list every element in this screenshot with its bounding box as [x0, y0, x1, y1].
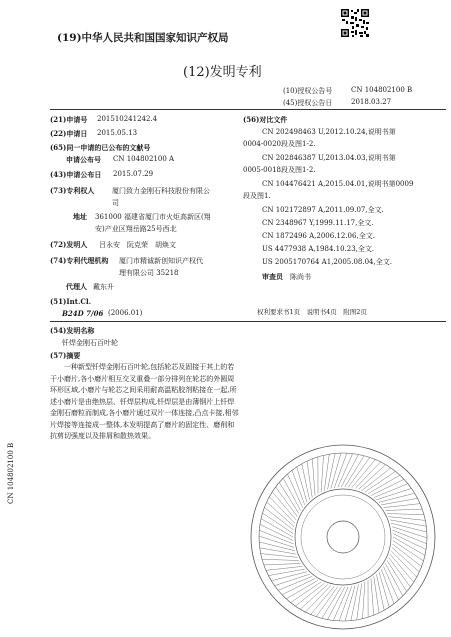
flap-line [264, 507, 293, 530]
abstract-text: 一种新型钎焊金刚石百叶轮,包括轮芯及固接于其上的若干小磨片,各小磨片相互交叉重叠一部分排列在轮芯的外圆周环形区域,小磨片与轮芯之间采用耐高温粘胶剂粘接在一起,所述小磨片是由绝热层、钎焊层构成,钎焊层是由薄钢片上钎焊金刚石磨粒而制成,各小磨片通过双片一体连接,凸点卡接,相邻片焊接等连接成一整体,本发明提高了磨片的固定性、磨削和抗剪切强度以及排屑和散热效果。 [50, 362, 239, 443]
abstract-figure [243, 437, 443, 637]
examiner-name: 陈尚书 [290, 272, 311, 282]
flap-line [348, 457, 370, 487]
agent-name: 戴东升 [93, 282, 114, 292]
inventors: 吕永安 阮克荣 胡焕文 [99, 240, 176, 250]
flap-line [333, 587, 348, 621]
reference-line: CN 102172897 A,2011.09.07,全文. [262, 205, 384, 215]
document-type: (12)发明专利 [183, 61, 262, 80]
flap-line [365, 471, 395, 492]
application-number-label: (21)申请号 [50, 115, 87, 125]
flap-line [262, 559, 299, 560]
invention-title-label: (54)发明名称 [50, 326, 94, 336]
flap-line [387, 514, 424, 515]
publication-date: 2015.07.29 [113, 170, 153, 178]
reference-line: US 2005170764 A1,2005.08.04,全文. [262, 257, 392, 267]
flap-line [305, 586, 331, 613]
reference-line: 段及图1. [243, 191, 271, 201]
agency-label: (74)专利代理机构 [50, 256, 108, 266]
flap-line [390, 554, 414, 582]
publication-date-label: (43)申请公布日 [50, 170, 101, 180]
agent-label: 代理人 [66, 282, 87, 292]
wheel-core [295, 489, 391, 585]
reference-line: 0004-0020段及图1-2. [243, 139, 316, 149]
flap-line [259, 536, 294, 547]
flap-line [286, 580, 318, 599]
flap-line [272, 492, 296, 520]
flap-line [389, 517, 426, 521]
flap-line [321, 455, 323, 492]
flap-line [381, 498, 417, 505]
flap-line [312, 459, 315, 496]
application-date: 2015.05.13 [97, 129, 137, 137]
flap-line [266, 566, 303, 570]
address-label: 地址 [73, 212, 87, 222]
grant-date-label: (45)授权公告日 [283, 98, 332, 108]
flap-line [376, 574, 384, 610]
application-number: 201510241242.4 [97, 115, 157, 123]
reference-line: CN 202498463 U,2012.10.24,说明书第 [262, 127, 396, 137]
flap-line [328, 587, 345, 620]
publication-number: CN 104802100 A [113, 155, 174, 163]
flap-line [283, 478, 300, 510]
flap-line [392, 547, 419, 572]
side-patent-code: CN 104802100 B [7, 443, 15, 504]
patentee-name-line1: 厦门致力金刚石科技股份有限公 [112, 186, 210, 196]
flap-line [295, 583, 324, 606]
address-line1: 361000 福建省厦门市火炬高新区(翔 [95, 212, 211, 222]
reference-line: US 4477938 A,1984.10.23,全文. [262, 244, 374, 254]
reference-line: CN 1872496 A,2006.12.06,全文. [262, 231, 375, 241]
flap-line [371, 578, 374, 615]
section-divider [50, 321, 446, 322]
flap-line [391, 551, 417, 577]
reference-line: CN 202846387 U,2013.04.03,说明书第 [262, 153, 396, 163]
address-line2: 安)产业区翔岳路25号西北 [95, 224, 177, 234]
flap-line [362, 468, 391, 491]
grant-number-label: (10)授权公告号 [283, 86, 332, 96]
flap-line [391, 523, 427, 532]
qr-code-icon [340, 8, 370, 38]
flap-line [355, 462, 381, 489]
intcl-value: B24D 7/06 [62, 309, 103, 318]
patentee-name-line2: 司 [112, 198, 119, 208]
flap-line [316, 587, 338, 617]
references-label: (56)对比文件 [243, 115, 287, 125]
flap-line [368, 475, 400, 494]
invention-title: 钎焊金刚石百叶轮 [62, 338, 118, 348]
flap-line [338, 454, 353, 488]
inventors-label: (72)发明人 [50, 240, 87, 250]
flap-line [260, 548, 296, 554]
intcl-version: (2006.01) [108, 309, 142, 317]
flap-line [269, 497, 295, 523]
flap-line [268, 569, 304, 576]
page-count-info: 权利要求书1页 说明书4页 附图2页 [257, 307, 367, 316]
flap-line [263, 513, 294, 534]
flap-line [389, 557, 411, 587]
flap-line [387, 560, 407, 591]
publication-number-label: 申请公布号 [66, 155, 101, 165]
flap-line [302, 464, 310, 500]
agency-line2: 理有限公司 35218 [119, 268, 179, 278]
flap-line [385, 563, 402, 595]
intcl-label: (51)Int.Cl. [50, 297, 91, 306]
flap-line [291, 582, 321, 603]
abstract-label: (57)摘要 [50, 351, 80, 361]
flap-line [276, 487, 298, 517]
flap-line [279, 482, 299, 513]
grant-number: CN 104802100 B [351, 86, 412, 94]
flap-line [267, 502, 294, 527]
flap-line [392, 527, 427, 538]
flap-line [393, 540, 424, 561]
office-name: (19)中华人民共和国国家知识产权局 [57, 30, 229, 45]
flap-line [390, 520, 426, 526]
flap-line [259, 542, 295, 551]
same-application-label: (65)同一申请的已公布的文献号 [50, 143, 150, 153]
flap-line [352, 459, 376, 487]
flap-line [311, 586, 335, 614]
application-date-label: (22)申请日 [50, 129, 87, 139]
flap-line [362, 582, 364, 619]
flap-line [261, 554, 298, 558]
reference-line: 0005-0018段及图1-2. [243, 165, 316, 175]
flap-line [264, 563, 301, 564]
grant-date: 2018.03.27 [351, 98, 391, 106]
examiner-label: 审查员 [262, 272, 283, 282]
flap-line [383, 504, 420, 508]
flap-line [385, 509, 422, 510]
flap-line [379, 493, 415, 502]
flap-line [271, 572, 307, 581]
reference-line: CN 2348967 Y,1999.11.17,全文. [262, 218, 374, 228]
header-divider [50, 109, 446, 110]
flap-line [341, 454, 358, 487]
reference-line: CN 104476421 A,2015.04.01,说明书第0009 [262, 179, 413, 189]
patentee-label: (73)专利权人 [50, 186, 94, 196]
flap-line [393, 544, 422, 567]
agency-line1: 厦门市精诚新创知识产权代 [119, 256, 203, 266]
